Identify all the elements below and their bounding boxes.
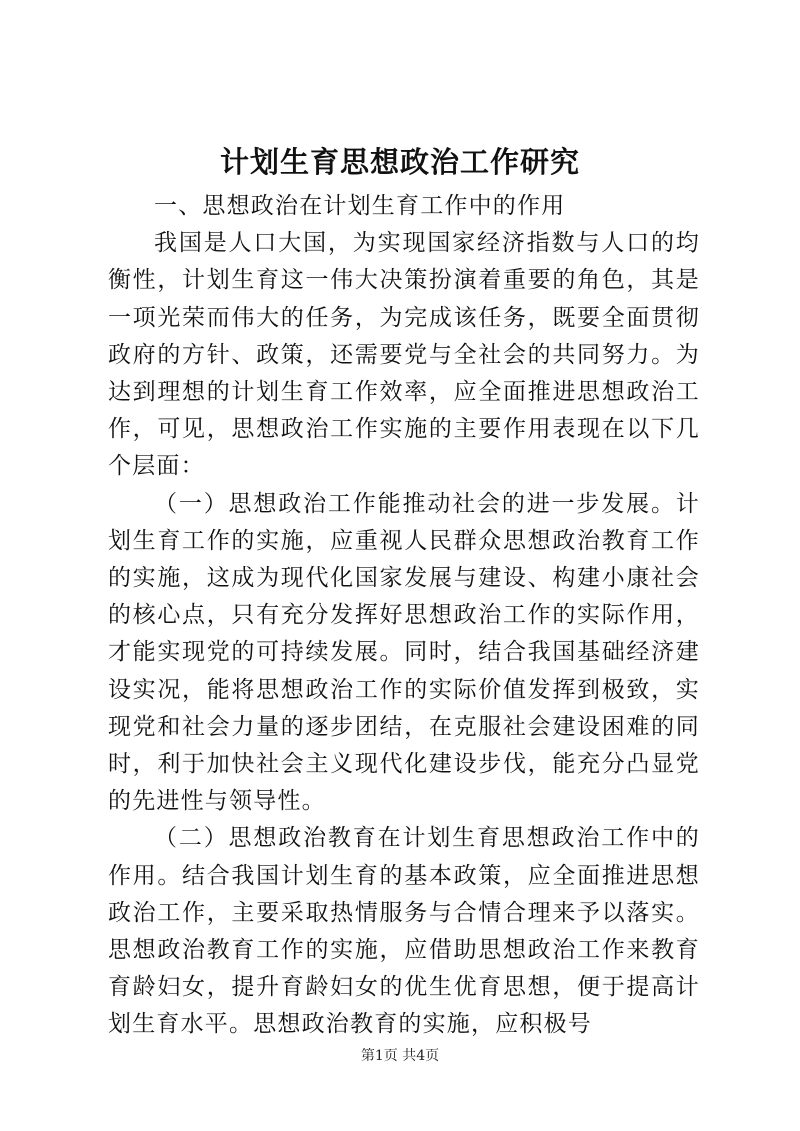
section-heading: 一、思想政治在计划生育工作中的作用 xyxy=(154,193,566,219)
page-footer: 第1页 共4页 xyxy=(360,1048,440,1064)
paragraph: （一）思想政治工作能推动社会的进一步发展。计划生育工作的实施，应重视人民群众思想政治教育工作的实施，这成为现代化国家发展与建设、构建小康社会的核心点，只有充分发挥好思想政治工作的实际作用，才能实现党的可持续发展。同时，结合我国基础经济建设实况，能将思想政治工作的实际价值发挥到极致，实现党和社会力量的逐步团结，在克服社会建设困难的同时，利于加快社会主义现代化建设步伐，能充分凸显党的先进性与领导性。 xyxy=(108,490,700,815)
document-body xyxy=(108,188,700,1044)
paragraph: （二）思想政治教育在计划生育思想政治工作中的作用。结合我国计划生育的基本政策，应全面推进思想政治工作，主要采取热情服务与合情合理来予以落实。思想政治教育工作的实施，应借助思想政治工作来教育育龄妇女，提升育龄妇女的优生优育思想，便于提高计划生育水平。思想政治教育的实施，应积极号 xyxy=(108,825,700,1038)
document-title: 计划生育思想政治工作研究 xyxy=(219,145,580,179)
paragraph: 我国是人口大国，为实现国家经济指数与人口的均衡性，计划生育这一伟大决策扮演着重要的角色，其是一项光荣而伟大的任务，为完成该任务，既要全面贯彻政府的方针、政策，还需要党与全社会的共同努力。为达到理想的计划生育工作效率，应全面推进思想政治工作，可见，思想政治工作实施的主要作用表现在以下几个层面： xyxy=(108,230,700,480)
